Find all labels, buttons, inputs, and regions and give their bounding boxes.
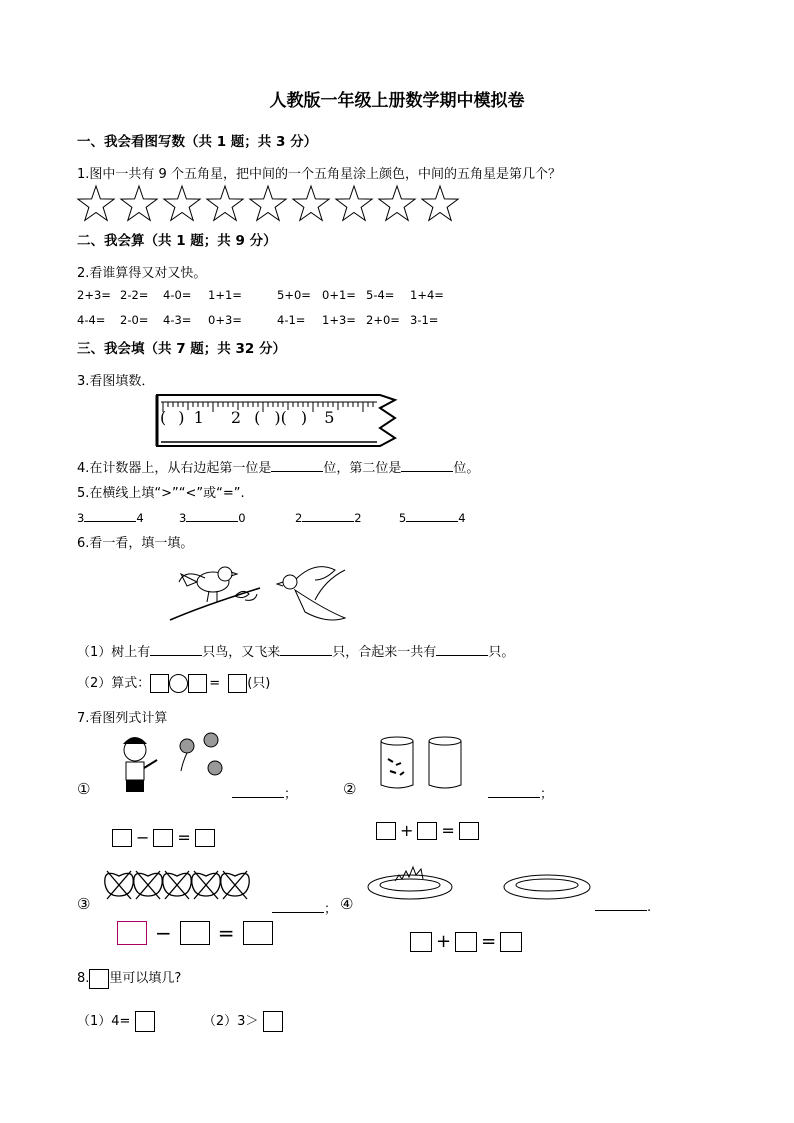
semicolon: ；	[324, 902, 338, 917]
q4-text-c: 位。	[453, 461, 480, 476]
star-icon[interactable]	[207, 186, 243, 220]
q8-part2-label: （2）3＞	[202, 1014, 259, 1029]
star-icon[interactable]	[422, 186, 458, 220]
equation: 1+1=	[208, 288, 242, 302]
answer-box[interactable]	[153, 829, 173, 847]
equation: 2-0=	[120, 313, 149, 327]
q3-text: 3.看图填数．	[77, 374, 155, 389]
q5-num: 0	[238, 511, 246, 525]
equation: 1+3=	[322, 313, 356, 327]
q8-text: 里可以填几?	[109, 971, 182, 986]
q5-num: 4	[458, 511, 466, 525]
period: .	[647, 900, 652, 915]
answer-box[interactable]	[410, 932, 432, 952]
item-marker-2: ②	[343, 780, 357, 798]
q5-num: 2	[354, 511, 362, 525]
equals-sign: =	[209, 676, 221, 691]
section-1-heading: 一、我会看图写数（共 1 题；共 3 分）	[77, 134, 318, 150]
star-icon[interactable]	[164, 186, 200, 220]
ruler-paren-open: (	[160, 408, 167, 427]
q7-box-row-4	[408, 931, 524, 952]
ruler-paren-close: )	[178, 408, 185, 427]
answer-blank[interactable]	[488, 785, 540, 798]
star-row	[76, 184, 466, 224]
q6-p1-text: 只鸟，又飞来	[202, 645, 281, 660]
answer-box[interactable]	[195, 829, 215, 847]
item-marker-1: ①	[77, 780, 91, 798]
q8-number: 8.	[77, 971, 90, 986]
q7-box-row-2	[374, 820, 481, 840]
equals-sign: =	[441, 821, 455, 840]
answer-blank[interactable]	[436, 643, 488, 656]
equation: 5-4=	[366, 288, 395, 302]
equation: 3-1=	[410, 313, 439, 327]
plates-illustration	[365, 855, 595, 907]
answer-box[interactable]	[243, 921, 273, 945]
star-icon[interactable]	[293, 186, 329, 220]
q6-text: 6.看一看，填一填。	[77, 536, 194, 551]
q5-num: 5	[398, 511, 407, 525]
answer-blank[interactable]	[271, 459, 323, 472]
star-icon[interactable]	[121, 186, 157, 220]
kid-balloons-illustration	[115, 732, 230, 802]
answer-blank[interactable]	[272, 900, 324, 913]
answer-box[interactable]	[188, 674, 207, 693]
answer-box[interactable]	[459, 822, 479, 840]
equation: 2-2=	[120, 288, 149, 302]
q7-box-row-1	[110, 827, 217, 847]
ruler-paren-close: )	[300, 408, 308, 427]
answer-box[interactable]	[455, 932, 477, 952]
equation: 4-1=	[277, 313, 306, 327]
star-icon[interactable]	[336, 186, 372, 220]
ruler-labels	[160, 408, 334, 427]
q6-part2	[77, 672, 270, 693]
q7-answer-2	[488, 783, 553, 802]
jars-illustration	[380, 735, 470, 791]
equation: 4-0=	[163, 288, 192, 302]
plus-sign: +	[436, 931, 452, 952]
minus-sign: −	[155, 921, 172, 945]
q5-num: 3	[178, 511, 187, 525]
plus-sign: +	[400, 821, 414, 840]
q6-p2-label: （2）算式：	[77, 676, 151, 691]
equals-sign: =	[177, 828, 191, 847]
minus-sign: −	[136, 828, 150, 847]
answer-blank[interactable]	[401, 459, 453, 472]
equation: 4-4=	[77, 313, 106, 327]
q4-line	[77, 457, 479, 476]
ruler-num-1: 1	[193, 408, 204, 427]
answer-blank[interactable]	[232, 785, 284, 798]
answer-box[interactable]	[112, 829, 132, 847]
equation: 2+0=	[366, 313, 400, 327]
q7-answer-4	[595, 898, 651, 915]
answer-box[interactable]	[263, 1011, 283, 1032]
q6-p1-text: （1）树上有	[77, 645, 151, 660]
section-2-heading: 二、我会算（共 1 题；共 9 分）	[77, 233, 277, 249]
q5-num: 2	[294, 511, 303, 525]
section-3-heading: 三、我会填（共 7 题；共 32 分）	[77, 341, 286, 357]
answer-blank[interactable]	[406, 509, 458, 522]
q5-num: 3	[77, 511, 85, 525]
ruler-paren-open: (	[254, 408, 261, 427]
q6-part1	[77, 641, 514, 660]
semicolon: ；	[284, 787, 298, 802]
q1-text: 1.图中一共有 9 个五角星，把中间的一个五角星涂上颜色，中间的五角星是第几个？	[77, 167, 561, 182]
operator-circle[interactable]	[169, 674, 188, 693]
unit-label: (只)	[247, 676, 271, 691]
q8-line	[77, 967, 181, 989]
q5-items	[77, 509, 466, 525]
answer-blank[interactable]	[150, 643, 202, 656]
answer-blank[interactable]	[302, 509, 354, 522]
crossed-apples-illustration	[103, 863, 263, 905]
answer-blank[interactable]	[186, 509, 238, 522]
equation: 2+3=	[77, 288, 111, 302]
answer-blank[interactable]	[595, 898, 647, 911]
answer-box[interactable]	[376, 822, 396, 840]
q2-text: 2.看谁算得又对又快。	[77, 266, 207, 281]
q7-text: 7.看图列式计算	[77, 711, 168, 726]
page-title: 人教版一年级上册数学期中模拟卷	[269, 91, 525, 111]
star-icon[interactable]	[78, 186, 114, 220]
ruler-num-2: 2	[230, 408, 242, 427]
star-icon[interactable]	[250, 186, 286, 220]
equals-sign: =	[217, 921, 235, 945]
ruler-paren-close: )	[274, 408, 281, 427]
q7-answer-1	[232, 783, 297, 802]
answer-box[interactable]	[417, 822, 437, 840]
q8-parts	[77, 1010, 283, 1032]
semicolon: ；	[540, 787, 554, 802]
equals-sign: =	[481, 931, 497, 952]
q4-text-b: 位，第二位是	[323, 461, 402, 476]
item-marker-4: ④	[340, 895, 354, 913]
birds-illustration	[165, 560, 355, 628]
ruler-num-5: 5	[324, 408, 335, 427]
q5-num: 4	[136, 511, 144, 525]
q6-p1-text: 只。	[488, 645, 515, 660]
q5-text: 5.在横线上填“>”“<”或“=”.	[77, 486, 245, 501]
answer-blank[interactable]	[280, 643, 332, 656]
q8-part1-label: （1）4=	[77, 1014, 131, 1029]
answer-box[interactable]	[180, 921, 210, 945]
equation: 1+4=	[410, 288, 444, 302]
q4-text-a: 4.在计数器上，从右边起第一位是	[77, 461, 272, 476]
q7-answer-3	[272, 898, 337, 917]
star-icon[interactable]	[379, 186, 415, 220]
answer-box[interactable]	[117, 921, 147, 945]
equation: 4-3=	[163, 313, 192, 327]
equation: 0+1=	[322, 288, 356, 302]
answer-box	[89, 969, 109, 989]
q7-box-row-3	[115, 921, 275, 945]
q6-p1-text: 只，合起来一共有	[332, 645, 437, 660]
equation: 5+0=	[277, 288, 311, 302]
answer-box[interactable]	[135, 1011, 155, 1032]
ruler-paren-open: (	[280, 408, 287, 427]
answer-box[interactable]	[228, 674, 247, 693]
answer-box[interactable]	[500, 932, 522, 952]
item-marker-3: ③	[77, 895, 91, 913]
answer-box[interactable]	[150, 674, 169, 693]
answer-blank[interactable]	[84, 509, 136, 522]
equation: 0+3=	[208, 313, 242, 327]
